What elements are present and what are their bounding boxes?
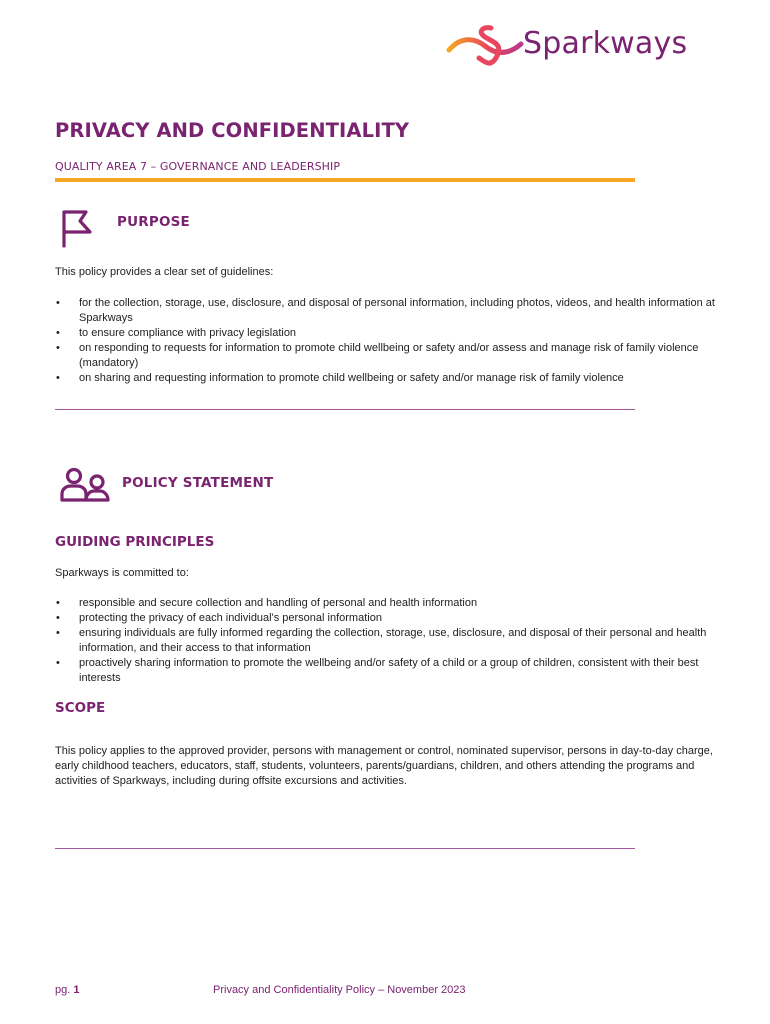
guiding-principles-intro: Sparkways is committed to: [55,567,189,579]
purpose-heading: PURPOSE [117,214,190,230]
page-label: pg. [55,984,71,996]
footer-doc-title: Privacy and Confidentiality Policy – November 2023 [213,984,466,996]
scope-heading: SCOPE [55,700,106,716]
brand-name: Sparkways [523,26,688,61]
section-divider [55,848,635,849]
list-item: • on responding to requests for information to promote child wellbeing or safety and/or assess and manage risk of family violence (mandatory) [55,341,725,371]
list-item: • to ensure compliance with privacy legislation [55,326,725,341]
list-item: • for the collection, storage, use, disclosure, and disposal of personal information, including photos, videos, and health information at Sparkways [55,296,725,326]
guiding-principles-heading: GUIDING PRINCIPLES [55,534,215,550]
page-subtitle: QUALITY AREA 7 – GOVERNANCE AND LEADERSHIP [55,160,341,173]
list-item: • responsible and secure collection and handling of personal and health information [55,596,725,611]
purpose-intro: This policy provides a clear set of guidelines: [55,266,274,278]
list-item: • protecting the privacy of each individual's personal information [55,611,725,626]
purpose-list [55,296,725,386]
people-icon [60,467,110,508]
page-number [55,984,79,996]
list-item: • on sharing and requesting information to promote child wellbeing or safety and/or manage risk of family violence [55,371,725,386]
section-divider [55,409,635,410]
page-title: PRIVACY AND CONFIDENTIALITY [55,119,410,142]
guiding-principles-list [55,596,725,686]
sparkways-swoosh-icon [445,22,525,68]
flag-icon [60,208,94,253]
sparkways-logo [445,22,720,68]
scope-text: This policy applies to the approved provider, persons with management or control, nominated supervisor, persons in day-to-day charge, early childhood teachers, educators, staff, students, volunteers, parents/guardians, children, and others attending the programs and activities of Sparkways, including during offsite excursions and activities. [55,745,713,787]
policy-statement-heading: POLICY STATEMENT [122,475,274,491]
list-item: • ensuring individuals are fully informed regarding the collection, storage, use, disclosure, and disposal of their personal and health information, and their access to that information [55,626,725,656]
list-item: • proactively sharing information to promote the wellbeing and/or safety of a child or a group of children, consistent with their best interests [55,656,725,686]
page-number-value: 1 [73,984,80,996]
title-divider [55,178,635,182]
